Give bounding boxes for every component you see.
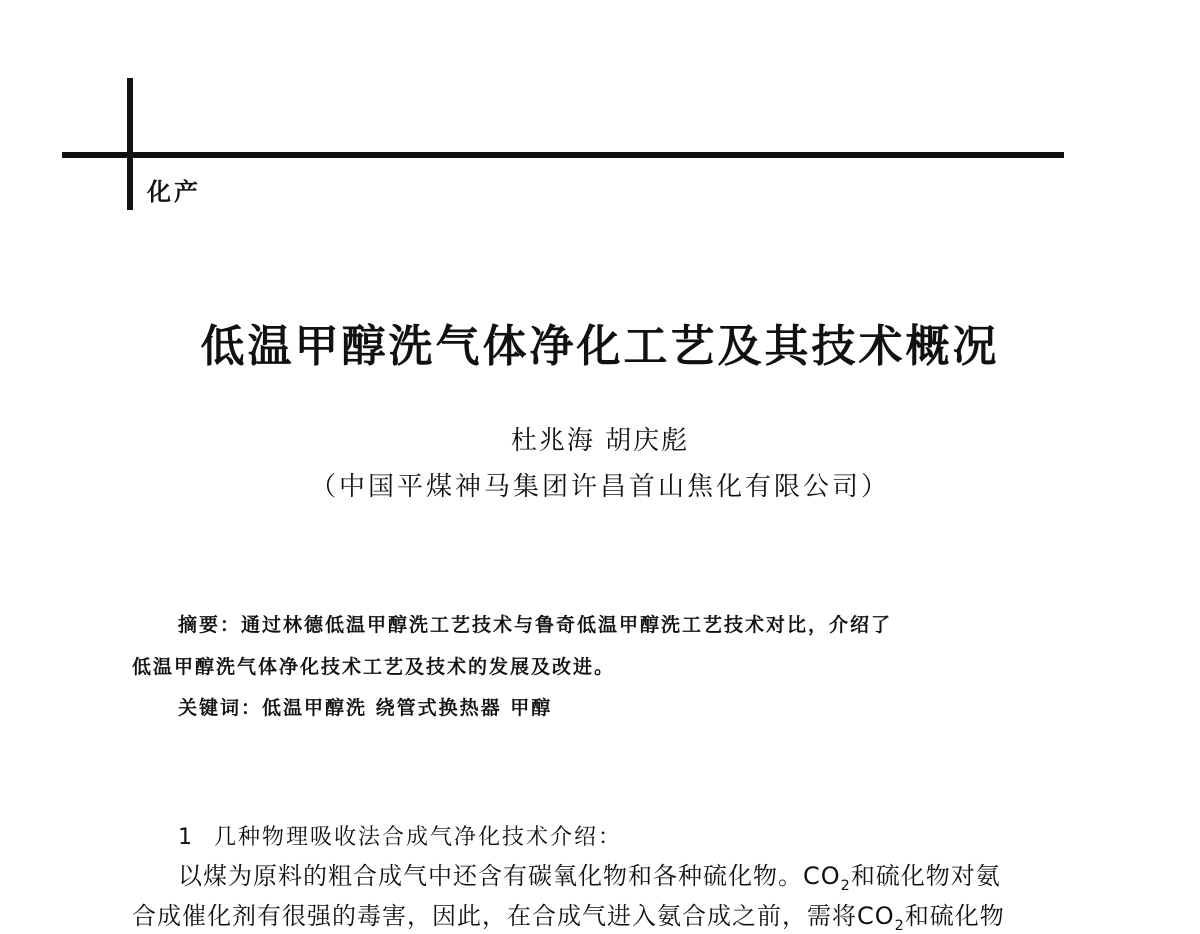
body-paragraph-line-1 bbox=[178, 856, 1001, 894]
header-vertical-rule bbox=[127, 78, 133, 210]
body-subscript: 2 bbox=[840, 877, 851, 894]
body-text: 和硫化物对氨 bbox=[850, 862, 1001, 890]
section-1-heading bbox=[178, 820, 622, 851]
body-text: 和硫化物 bbox=[904, 902, 1005, 930]
body-text: 以煤为原料的粗合成气中还含有碳氧化物和各种硫化物。CO bbox=[178, 862, 841, 890]
body-subscript: 2 bbox=[894, 917, 905, 934]
abstract-line-2: 低温甲醇洗气体净化技术工艺及技术的发展及改进。 bbox=[132, 656, 616, 678]
abstract-line-1: 摘要：通过林德低温甲醇洗工艺技术与鲁奇低温甲醇洗工艺技术对比，介绍了 bbox=[178, 614, 893, 636]
article-affiliation: （中国平煤神马集团许昌首山焦化有限公司） bbox=[309, 472, 890, 502]
article-authors: 杜兆海 胡庆彪 bbox=[510, 426, 690, 456]
section-number: 1 bbox=[178, 825, 194, 850]
article-title: 低温甲醇洗气体净化工艺及其技术概况 bbox=[200, 321, 1000, 372]
body-text: 合成催化剂有很强的毒害，因此，在合成气进入氨合成之前，需将CO bbox=[132, 902, 895, 930]
section-heading-text: 几种物理吸收法合成气净化技术介绍： bbox=[214, 825, 623, 850]
journal-section-tag: 化产 bbox=[147, 178, 201, 206]
keywords: 关键词：低温甲醇洗 绕管式换热器 甲醇 bbox=[178, 697, 553, 719]
header-horizontal-rule bbox=[62, 152, 1064, 158]
